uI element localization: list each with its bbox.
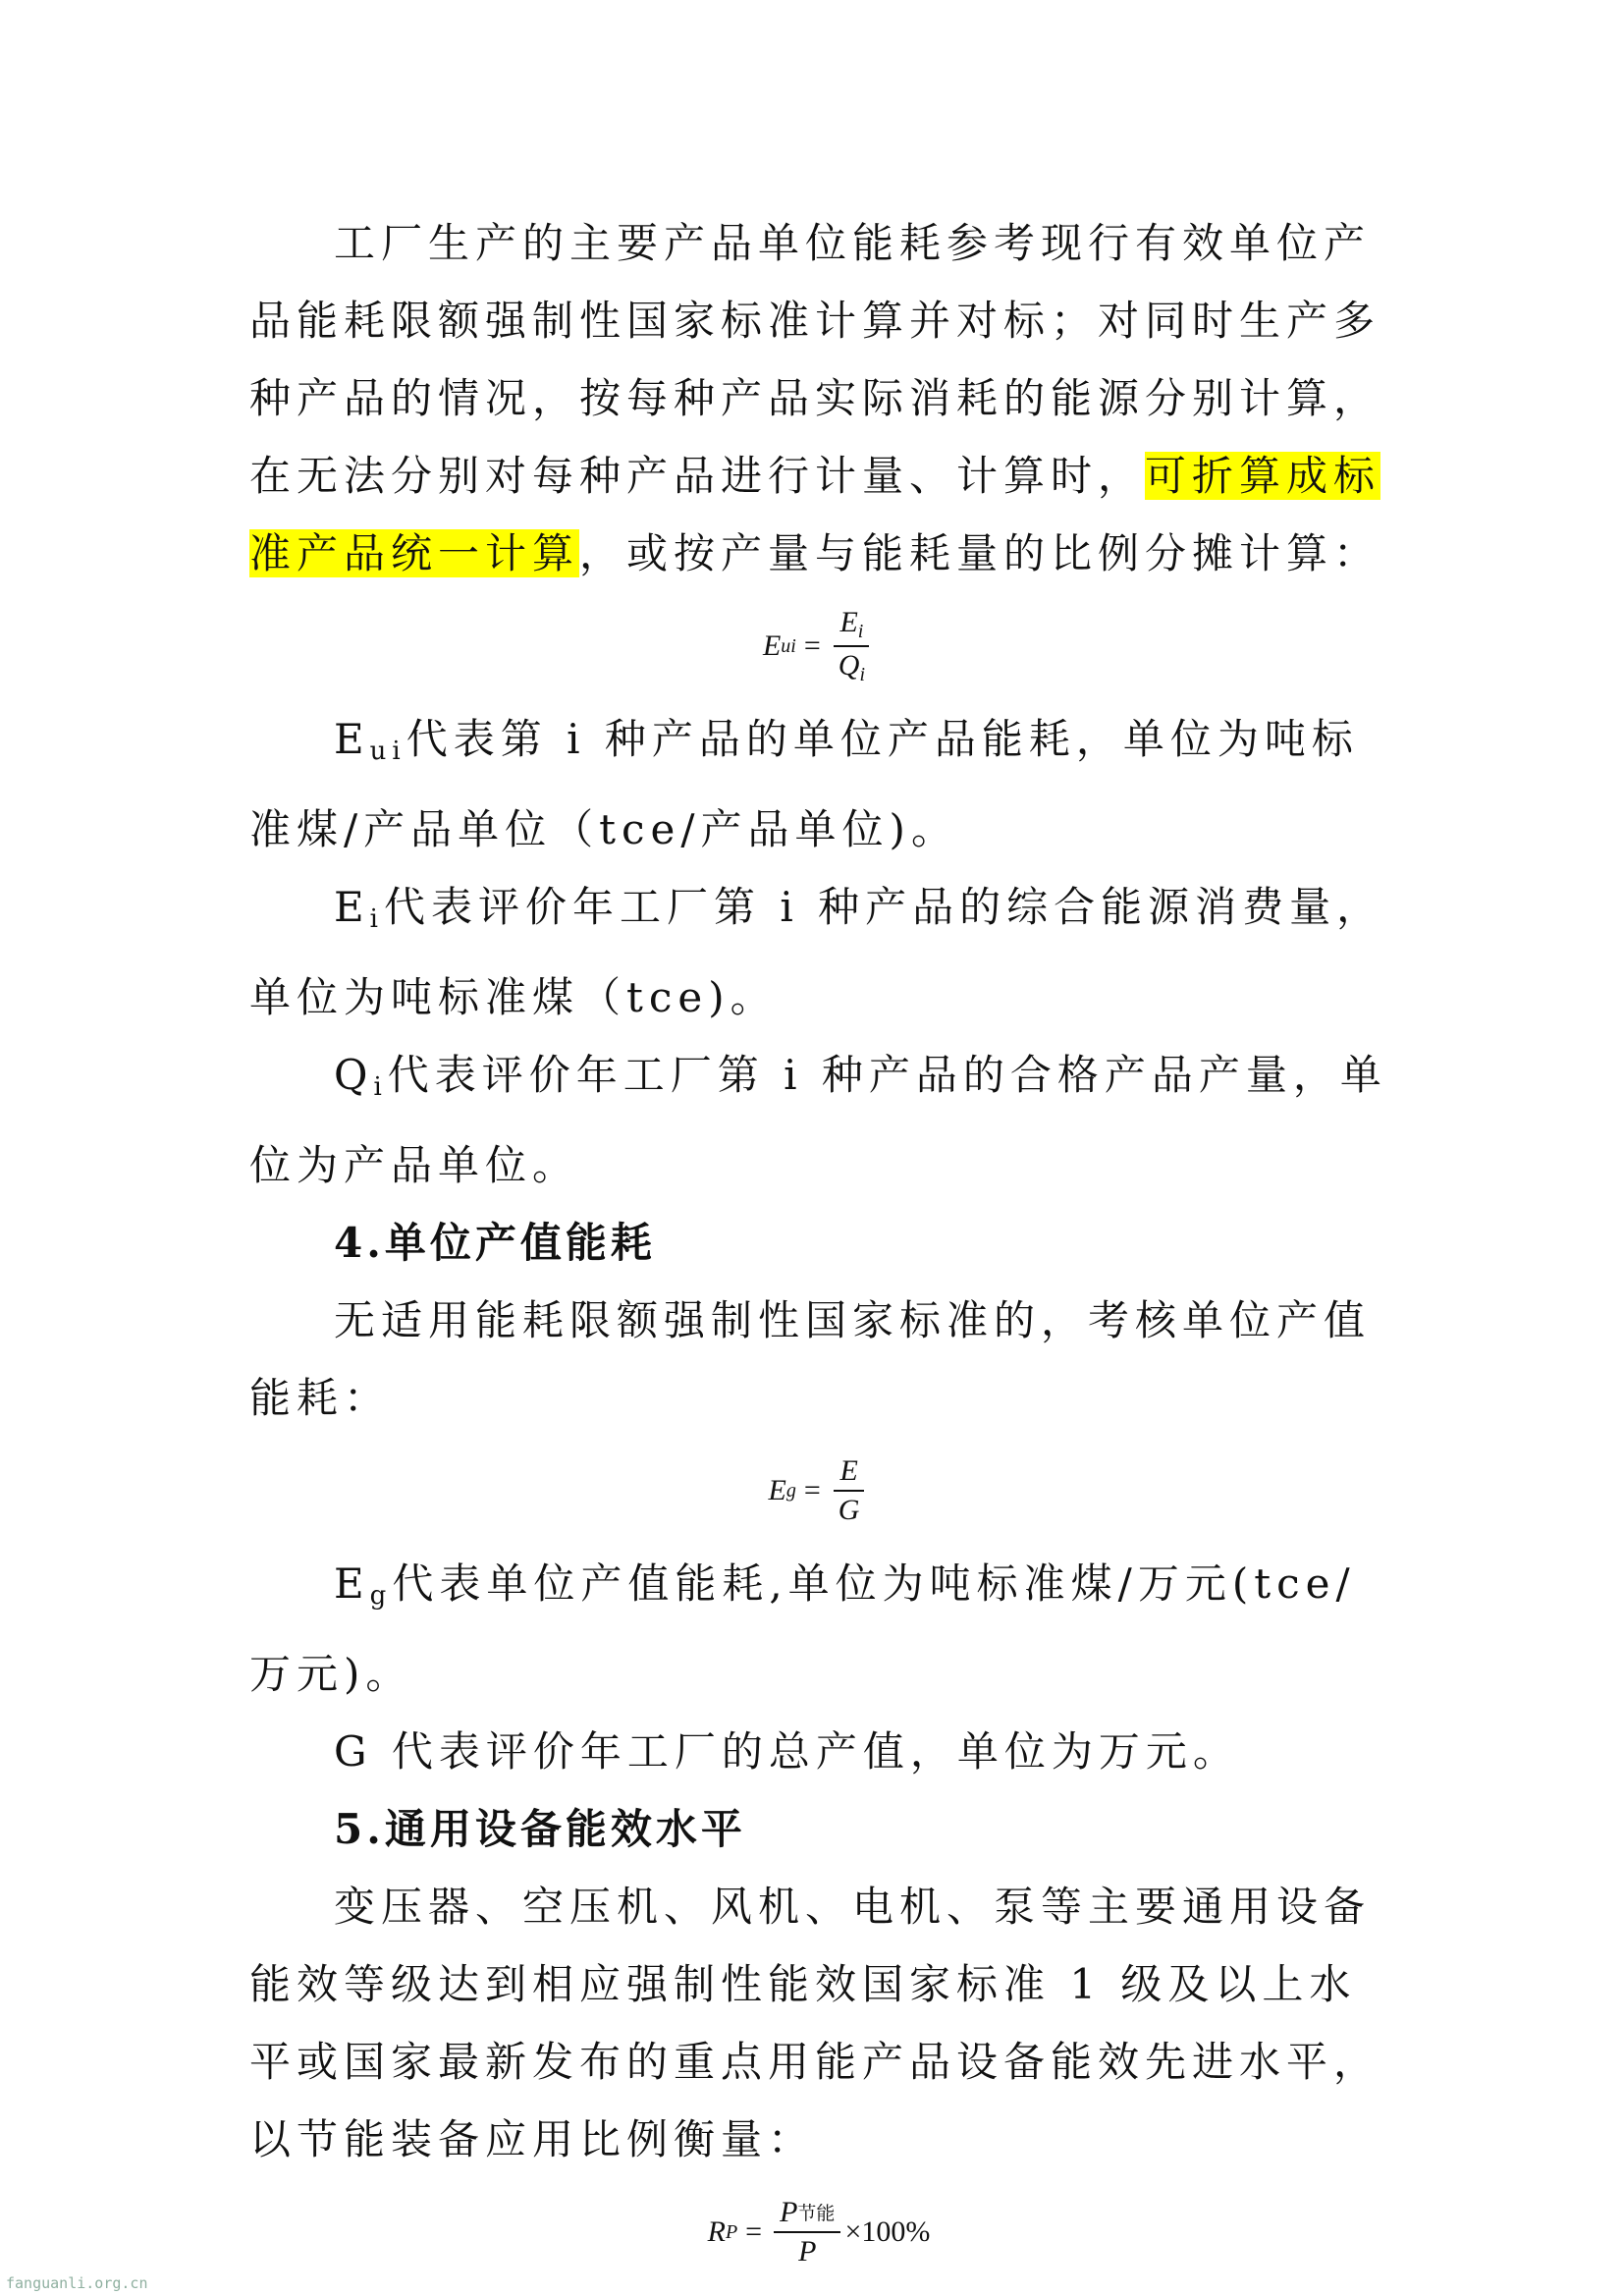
formula-symbol: Q [838,649,860,682]
formula-equals: = [745,2215,763,2248]
formula-symbol: R [707,2215,726,2248]
formula-equals: = [803,1474,821,1506]
paragraph-equipment-efficiency: 变压器、空压机、风机、电机、泵等主要通用设备能效等级达到相应强制性能效国家标准 1 级及以上水平或国家最新发布的重点用能产品设备能效先进水平，以节能装备应用比例衡量： [249,1883,1381,2163]
formula-symbol: E [839,606,858,638]
paragraph-text: 代表第 i 种产品的单位产品能耗，单位为吨标准煤/产品单位（tce/产品单位)。 [249,715,1359,853]
formula-subscript: g [785,1479,796,1502]
paragraph-text: 代表单位产值能耗,单位为吨标准煤/万元(tce/万元)。 [249,1559,1356,1698]
symbol: E [334,883,370,931]
paragraph-text: 代表评价年工厂第 i 种产品的综合能源消费量，单位为吨标准煤（tce)。 [249,883,1384,1021]
formula-percent: ×100% [844,2215,931,2248]
symbol: E [334,1559,370,1608]
symbol-subscript: i [373,1072,388,1102]
formula-unit-product-energy [249,592,1388,700]
paragraph-product-energy [249,204,1388,592]
paragraph-g-definition: G 代表评价年工厂的总产值，单位为万元。 [334,1727,1240,1776]
formula-fraction [774,2196,840,2269]
symbol-subscript: i [369,904,384,934]
paragraph-eg-definition [249,1545,1388,1713]
highlighted-text: 可折算成标准产品统一计算 [249,452,1381,577]
formula-energy-saving-ratio [249,2178,1388,2286]
formula-numerator [834,606,869,647]
document-page [249,204,1388,2286]
formula-subscript: i [859,664,866,685]
formula-subscript: ui [781,634,796,657]
formula-denominator: G [838,1494,860,1526]
paragraph-text: ，或按产量与能耗量的比例分摊计算： [579,529,1381,577]
paragraph-ei-definition [249,868,1388,1036]
paragraph-text: 代表评价年工厂第 i 种产品的合格产品产量，单位为产品单位。 [249,1051,1387,1189]
formula-subscript: i [857,621,864,642]
formula-equals: = [803,629,821,662]
symbol: Q [334,1051,374,1099]
formula-symbol: P [780,2196,798,2228]
paragraph-unit-output-intro: 无适用能耗限额强制性国家标准的，考核单位产值能耗： [249,1296,1372,1422]
formula-denominator: P [798,2235,817,2268]
formula-subscript: P [725,2220,738,2243]
paragraph-qi-definition [249,1036,1388,1204]
formula-symbol: E [768,1474,786,1506]
formula-subscript: 节能 [797,2203,836,2224]
watermark: fanguanli.org.cn [6,2274,148,2292]
formula-numerator [774,2196,840,2233]
paragraph-eui-definition [249,700,1388,868]
symbol-subscript: g [369,1581,393,1611]
symbol: E [334,715,370,763]
symbol-subscript: ui [369,737,406,766]
paragraph-text: 工厂生产的主要产品单位能耗参考现行有效单位产品能耗限额强制性国家标准计算并对标；对同时生产多种产品的情况，按每种产品实际消耗的能源分别计算，在无法分别对每种产品进行计量、计算时， [249,219,1381,500]
formula-unit-output-energy [249,1437,1388,1545]
section-heading-unit-output-energy: 4.单位产值能耗 [334,1219,656,1267]
formula-fraction [833,1454,866,1527]
section-heading-equipment-efficiency: 5.通用设备能效水平 [334,1805,746,1853]
formula-symbol: E [762,629,782,662]
formula-fraction [833,606,871,686]
formula-denominator [833,647,871,686]
formula-numerator: E [834,1454,863,1492]
